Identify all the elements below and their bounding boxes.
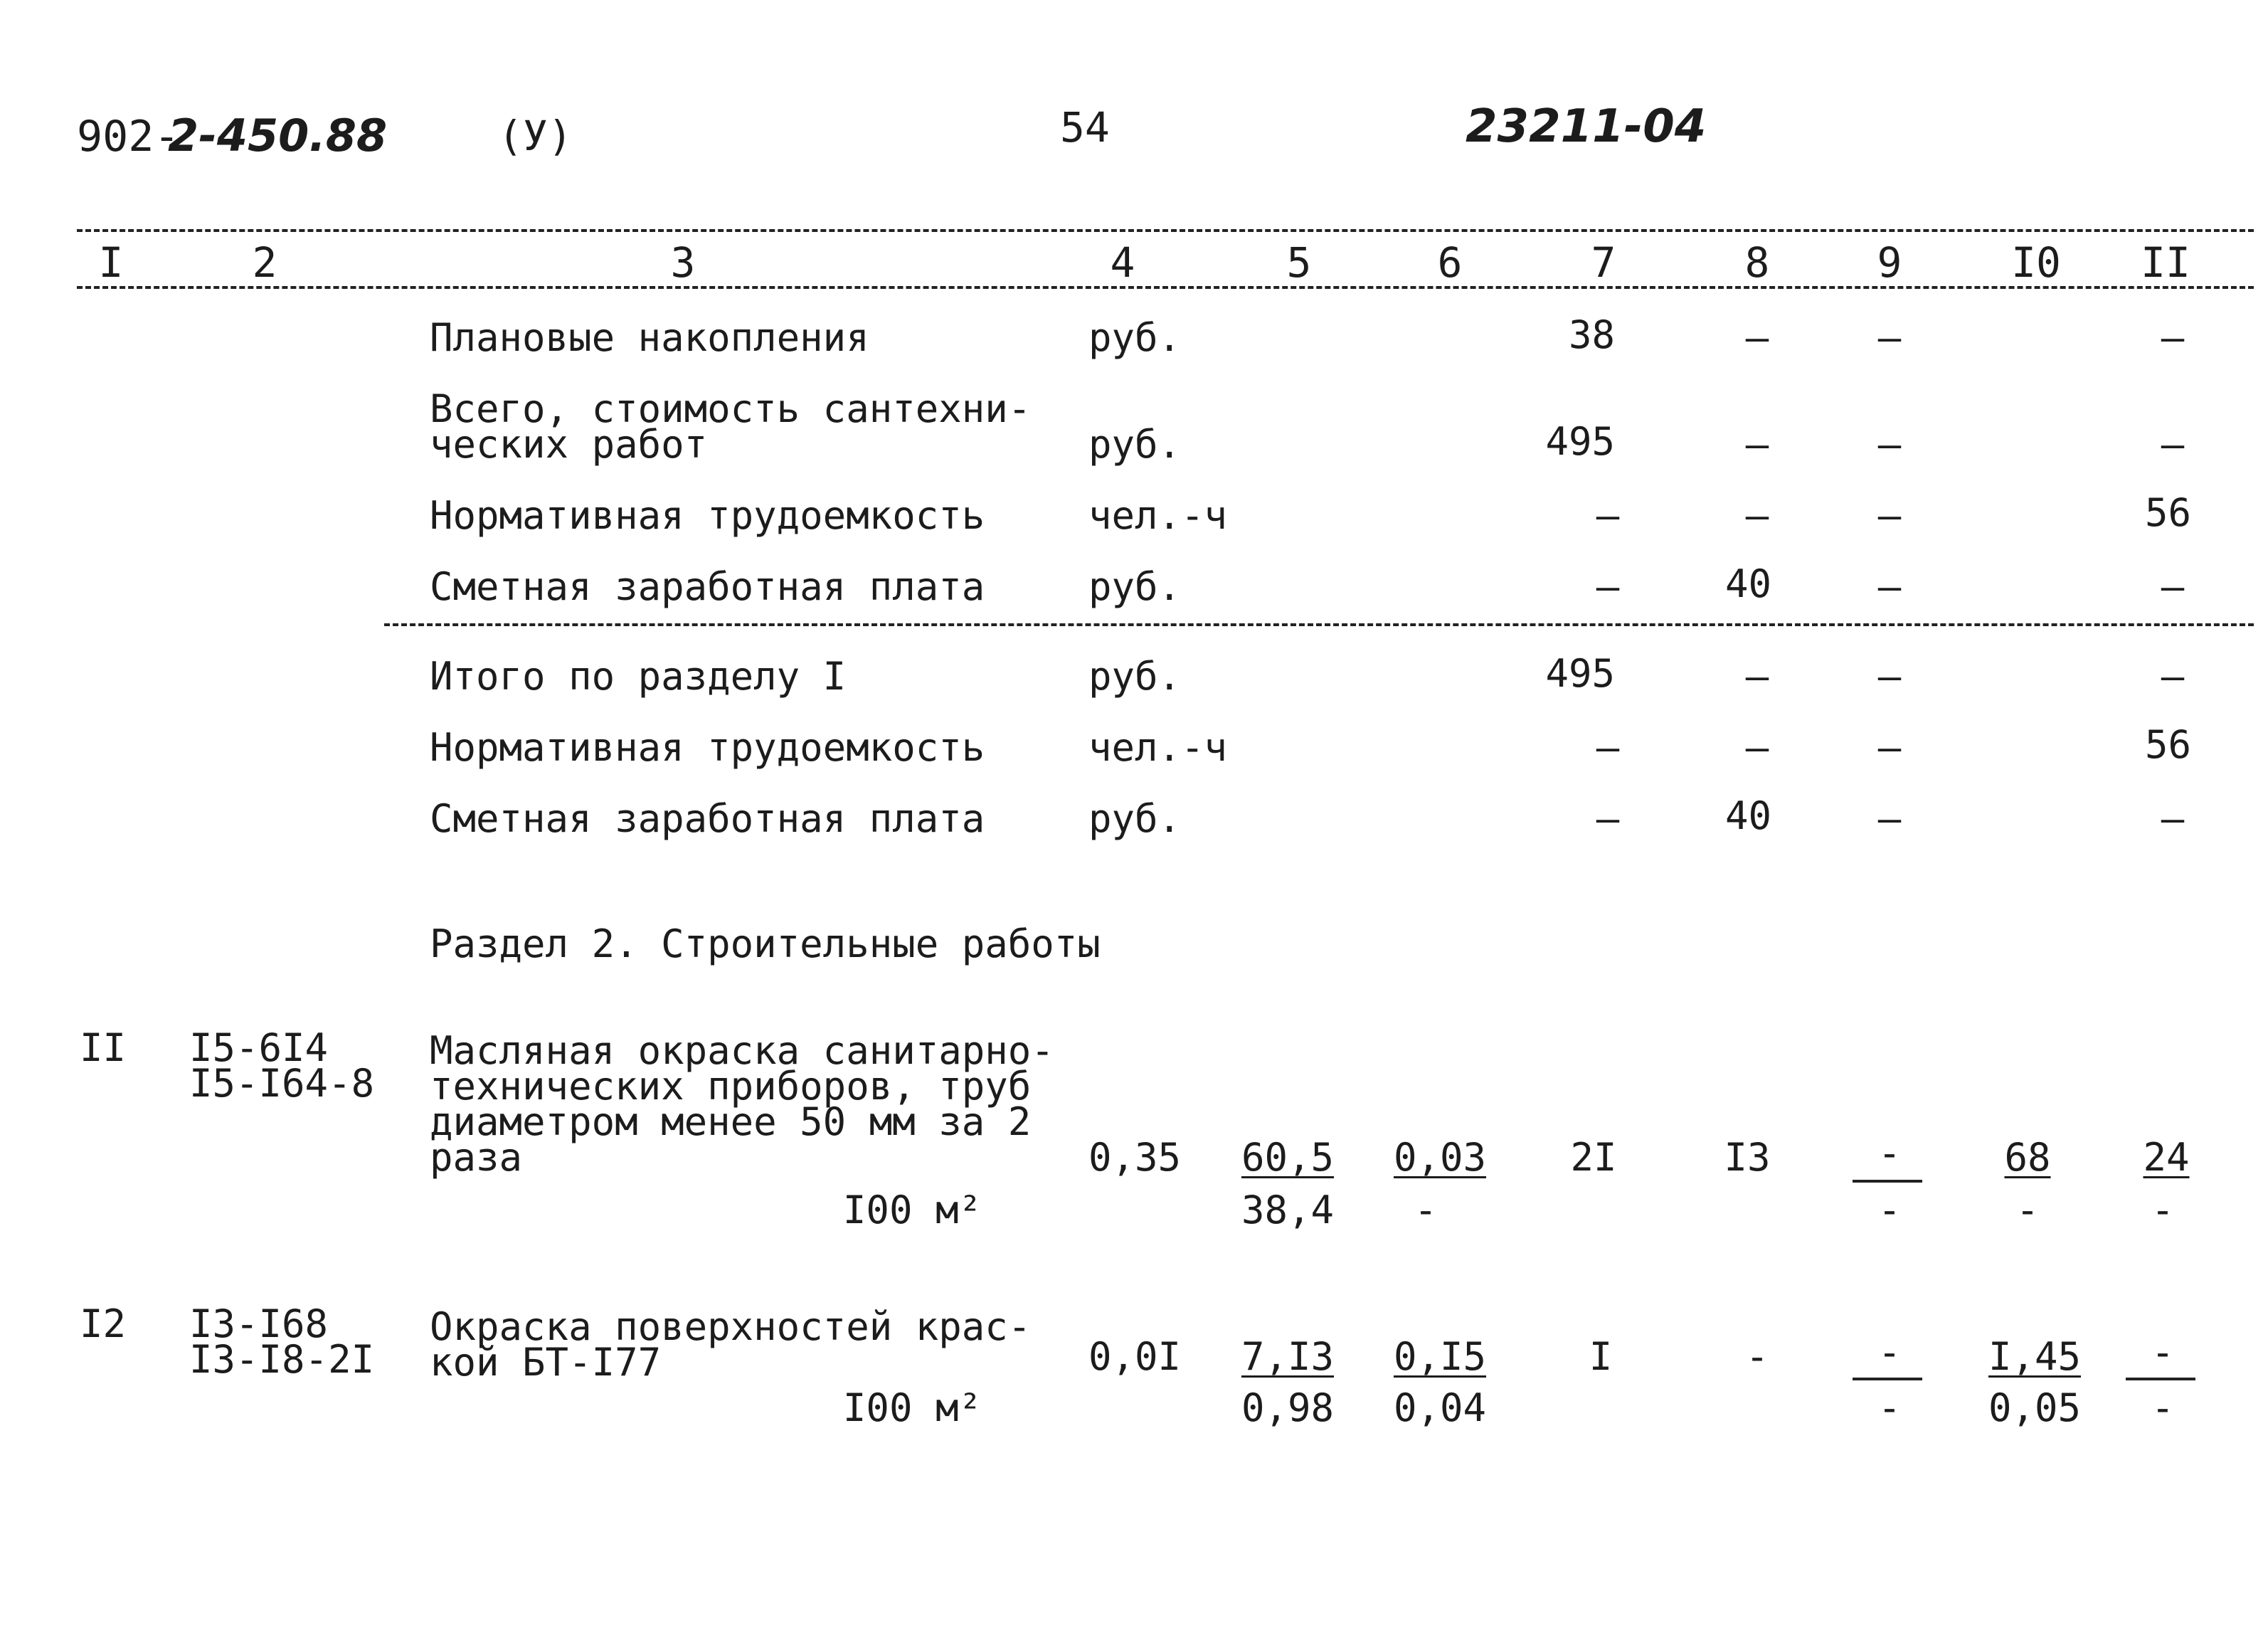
fraction-bar-col9	[1853, 1180, 1922, 1183]
row-label: Нормативная трудоемкость	[430, 725, 985, 770]
row-unit: чел.-ч	[1088, 493, 1228, 538]
subtotal-rule	[384, 623, 2254, 626]
cell-col11: –	[2161, 564, 2185, 609]
cell-col6-top: 0,I5	[1393, 1334, 1487, 1379]
cell-col8: –	[1745, 654, 1769, 699]
cell-col11-bottom: -	[2151, 1385, 2175, 1430]
cell-col9: –	[1877, 725, 1902, 770]
cell-col11-bottom: -	[2151, 1188, 2175, 1232]
col-num-7: 7	[1591, 238, 1616, 287]
cell-col11: 56	[2144, 490, 2191, 535]
cell-col9: –	[1877, 422, 1902, 467]
col-num-1: I	[98, 238, 124, 287]
cell-col7: –	[1596, 493, 1620, 538]
cell-col5-bottom: 0,98	[1241, 1385, 1335, 1430]
row-label: Сметная заработная плата	[430, 796, 985, 841]
cell-col4: 0,0I	[1088, 1334, 1182, 1379]
cell-col11-top: 24	[2143, 1135, 2190, 1180]
item-desc-line: диаметром менее 50 мм за 2	[430, 1099, 1032, 1144]
cell-col4: 0,35	[1088, 1135, 1182, 1180]
cell-col7: 2I	[1570, 1135, 1617, 1180]
item-desc-line: Масляная окраска санитарно-	[430, 1028, 1054, 1073]
cell-col9-bottom: -	[1877, 1188, 1902, 1232]
item-code: I3-I8-2I	[189, 1337, 375, 1382]
row-label: Итого по разделу I	[430, 654, 847, 699]
cell-col8: 40	[1724, 793, 1771, 838]
cell-col11-top: -	[2151, 1330, 2175, 1375]
row-unit: чел.-ч	[1088, 725, 1228, 770]
item-desc-line: кой БТ-I77	[430, 1340, 662, 1385]
cell-col9: –	[1877, 796, 1902, 841]
cell-col7: –	[1596, 796, 1620, 841]
col-num-5: 5	[1286, 238, 1312, 287]
row-label: Плановые накопления	[430, 315, 869, 360]
cell-col7: –	[1596, 725, 1620, 770]
cell-col5-top: 7,I3	[1241, 1334, 1335, 1379]
row-unit: руб.	[1088, 564, 1182, 609]
cell-col6-top: 0,03	[1393, 1135, 1487, 1180]
fraction-bar-col9	[1853, 1378, 1922, 1380]
col-num-6: 6	[1437, 238, 1463, 287]
row-unit: руб.	[1088, 315, 1182, 360]
doc-prefix: 902-	[77, 112, 180, 162]
cell-col7: –	[1596, 564, 1620, 609]
item-desc-line: Окраска поверхностей крас-	[430, 1304, 1032, 1349]
item-number: I2	[80, 1301, 127, 1346]
cell-col8: 40	[1724, 561, 1771, 606]
item-desc-line: раза	[430, 1135, 523, 1180]
cell-col9: –	[1877, 564, 1902, 609]
cell-col8: –	[1745, 493, 1769, 538]
cell-col8: -	[1745, 1334, 1769, 1379]
cell-col6-bottom: 0,04	[1393, 1385, 1487, 1430]
item-desc-line: технических приборов, труб	[430, 1064, 1032, 1109]
cell-col11: –	[2161, 796, 2185, 841]
item-code: I3-I68	[189, 1301, 329, 1346]
header-top-rule	[77, 229, 2254, 232]
cell-col9-bottom: -	[1877, 1385, 1902, 1430]
fraction-bar-col11	[2126, 1378, 2195, 1380]
cell-col10-bottom: 0,05	[1988, 1385, 2082, 1430]
row-label: Сметная заработная плата	[430, 564, 985, 609]
page-number: 54	[1060, 103, 1110, 152]
cell-col10-bottom: -	[2015, 1188, 2040, 1232]
cell-col11: 56	[2144, 722, 2191, 767]
col-num-8: 8	[1744, 238, 1770, 287]
row-label: Нормативная трудоемкость	[430, 493, 985, 538]
item-unit: I00 м²	[842, 1188, 982, 1232]
item-unit: I00 м²	[842, 1385, 982, 1430]
item-number: II	[80, 1025, 127, 1070]
cell-col7: 495	[1545, 651, 1615, 696]
cell-col5-bottom: 38,4	[1241, 1188, 1335, 1232]
cell-col10-top: I,45	[1988, 1334, 2082, 1379]
cell-col7: I	[1589, 1334, 1613, 1379]
col-num-4: 4	[1110, 238, 1135, 287]
col-num-9: 9	[1877, 238, 1902, 287]
cell-col7: 495	[1545, 419, 1615, 464]
section-title: Раздел 2. Строительные работы	[430, 921, 1101, 966]
row-unit: руб.	[1088, 796, 1182, 841]
row-unit: руб.	[1088, 422, 1182, 467]
cell-col8: I3	[1724, 1135, 1771, 1180]
row-label-line2: ческих работ	[430, 422, 708, 467]
item-code: I5-I64-8	[189, 1061, 375, 1106]
col-num-3: 3	[670, 238, 696, 287]
doc-code: 23211-04	[1466, 100, 1707, 153]
cell-col11: –	[2161, 422, 2185, 467]
item-code: I5-6I4	[189, 1025, 329, 1070]
cell-col11: –	[2161, 654, 2185, 699]
header-bottom-rule	[77, 286, 2254, 289]
row-unit: руб.	[1088, 654, 1182, 699]
cell-col11: –	[2161, 315, 2185, 360]
col-num-2: 2	[252, 238, 277, 287]
cell-col10-top: 68	[2004, 1135, 2051, 1180]
col-num-11: II	[2141, 238, 2190, 287]
cell-col8: –	[1745, 315, 1769, 360]
cell-col9: –	[1877, 315, 1902, 360]
cell-col8: –	[1745, 422, 1769, 467]
cell-col6-bottom: -	[1414, 1188, 1438, 1232]
cell-col5-top: 60,5	[1241, 1135, 1335, 1180]
cell-col9: –	[1877, 654, 1902, 699]
doc-series: 2-450.88	[168, 110, 388, 162]
cell-col9-top: -	[1877, 1131, 1902, 1175]
cell-col8: –	[1745, 725, 1769, 770]
doc-mark: (У)	[498, 112, 573, 160]
cell-col9: –	[1877, 493, 1902, 538]
cell-col7: 38	[1568, 312, 1615, 357]
row-label-line1: Всего, стоимость сантехни-	[430, 386, 1032, 431]
cell-col9-top: -	[1877, 1330, 1902, 1375]
col-num-10: I0	[2011, 238, 2061, 287]
